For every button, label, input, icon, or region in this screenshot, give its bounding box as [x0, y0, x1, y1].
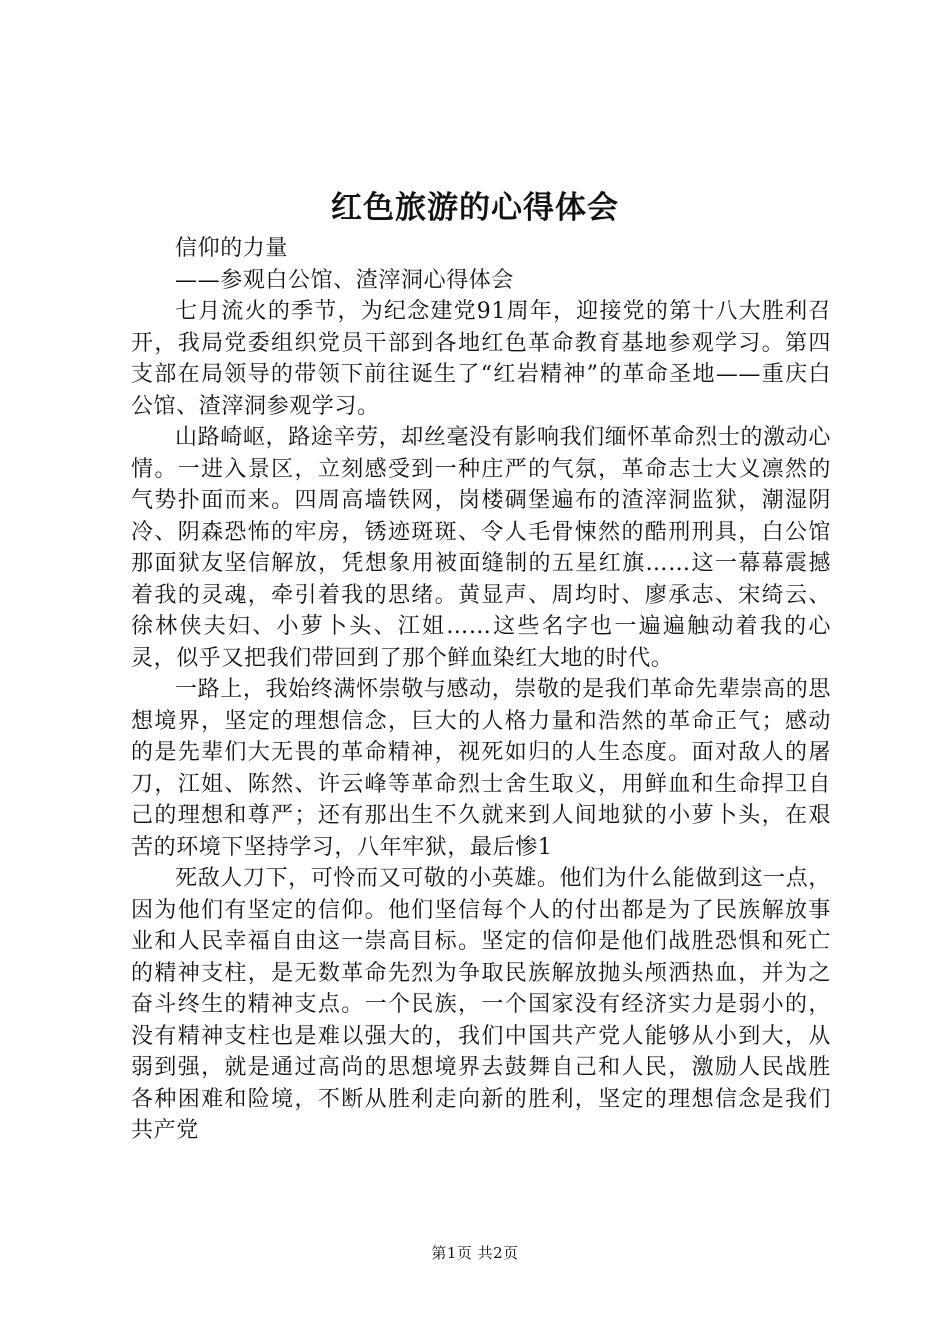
- body-paragraph: 山路崎岖，路途辛劳，却丝毫没有影响我们缅怀革命烈士的激动心情。一进入景区，立刻感受到一种庄严的气氛，革命志士大义凛然的气势扑面而来。四周高墙铁网，岗楼碉堡遍布的渣滓洞监狱，潮湿阴冷、阴森恐怖的牢房，锈迹斑斑、令人毛骨悚然的酷刑刑具，白公馆那面狱友坚信解放，凭想象用被面缝制的五星红旗……这一幕幕震撼着我的灵魂，牵引着我的思绪。黄显声、周均时、廖承志、宋绮云、徐林侠夫妇、小萝卜头、江姐……这些名字也一遍遍触动着我的心灵，似乎又把我们带回到了那个鲜血染红大地的时代。: [131, 425, 831, 671]
- document-body: [131, 233, 831, 1147]
- body-paragraph: 一路上，我始终满怀崇敬与感动，崇敬的是我们革命先辈崇高的思想境界，坚定的理想信念，巨大的人格力量和浩然的革命正气；感动的是先辈们大无畏的革命精神，视死如归的人生态度。面对敌人的屠刀，江姐、陈然、许云峰等革命烈士舍生取义，用鲜血和生命捍卫自己的理想和尊严；还有那出生不久就来到人间地狱的小萝卜头，在艰苦的环境下坚持学习，八年牢狱，最后惨1: [131, 677, 831, 860]
- document-title: 红色旅游的心得体会: [331, 190, 619, 226]
- subtitle-line: 信仰的力量: [175, 236, 289, 261]
- subtitle-subline: ——参观白公馆、渣滓洞心得体会: [175, 267, 515, 293]
- body-paragraph: 死敌人刀下，可怜而又可敬的小英雄。他们为什么能做到这一点，因为他们有坚定的信仰。他们坚信每个人的付出都是为了民族解放事业和人民幸福自由这一崇高目标。坚定的信仰是他们战胜恐惧和死亡的精神支柱，是无数革命先烈为争取民族解放抛头颅洒热血，并为之奋斗终生的精神支点。一个民族，一个国家没有经济实力是弱小的，没有精神支柱也是难以强大的，我们中国共产党人能够从小到大，从弱到强，就是通过高尚的思想境界去鼓舞自己和人民，激励人民战胜各种困难和险境，不断从胜利走向新的胜利，坚定的理想信念是我们共产党: [131, 866, 831, 1143]
- body-paragraph: 七月流火的季节，为纪念建党91周年，迎接党的第十八大胜利召开，我局党委组织党员干部到各地红色革命教育基地参观学习。第四支部在局领导的带领下前往诞生了“红岩精神”的革命圣地——重庆白公馆、渣滓洞参观学习。: [131, 299, 831, 419]
- page-footer: 第1页 共2页: [431, 1244, 519, 1262]
